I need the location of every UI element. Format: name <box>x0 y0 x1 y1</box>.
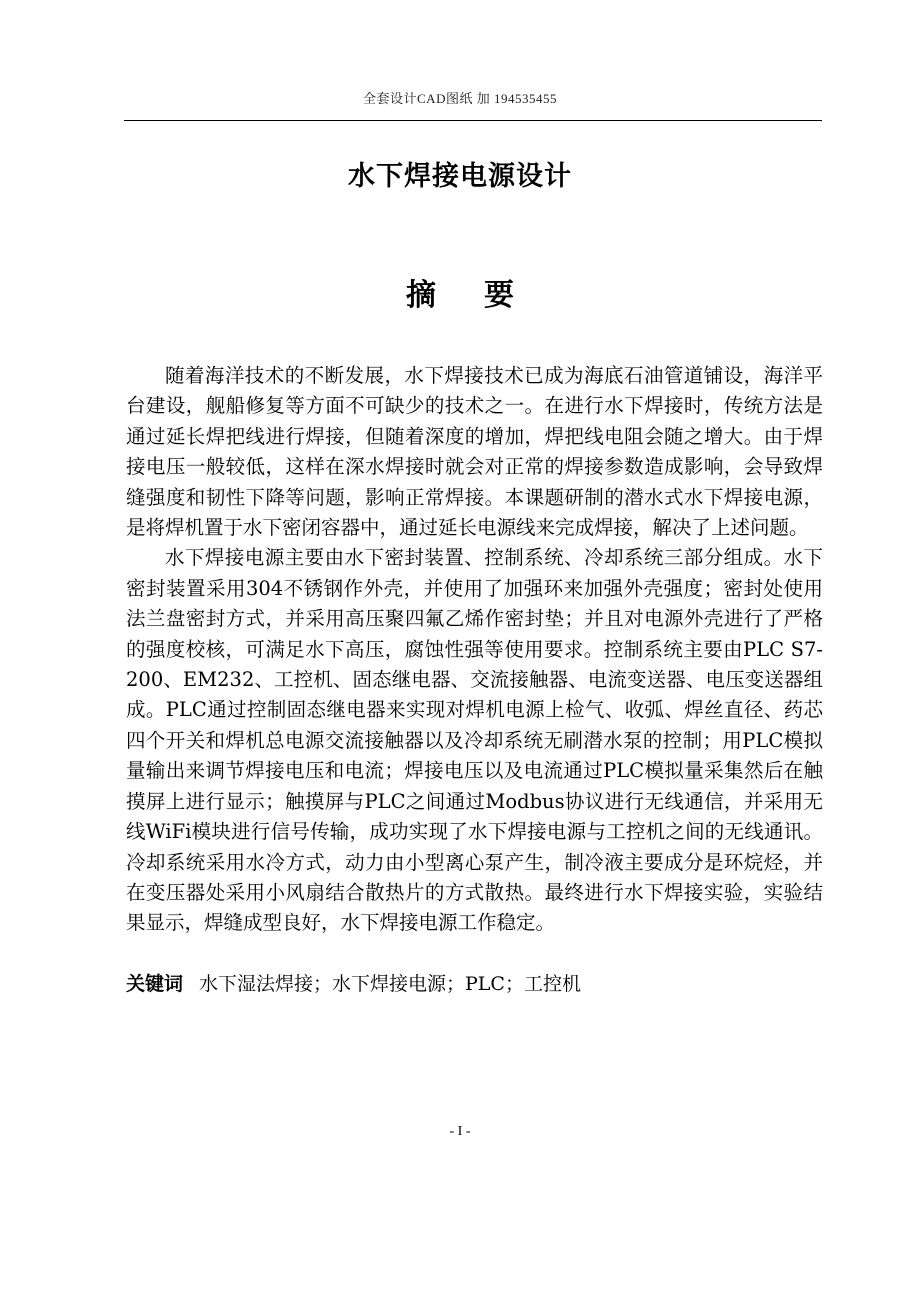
abstract-paragraph: 随着海洋技术的不断发展，水下焊接技术已成为海底石油管道铺设，海洋平台建设，舰船修复等方面不可缺少的技术之一。在进行水下焊接时，传统方法是通过延长焊把线进行焊接，但随着深度的增加，焊把线电阻会随之增大。由于焊接电压一般较低，这样在深水焊接时就会对正常的焊接参数造成影响，会导致焊缝强度和韧性下降等问题，影响正常焊接。本课题研制的潜水式水下焊接电源，是将焊机置于水下密闭容器中，通过延长电源线来完成焊接，解决了上述问题。 <box>126 364 823 540</box>
header-divider <box>124 120 822 121</box>
abstract-body <box>126 361 823 939</box>
abstract-heading: 摘要 <box>406 278 562 313</box>
page-header: 全套设计CAD图纸 加 194535455 <box>363 91 557 106</box>
abstract-paragraph: 水下焊接电源主要由水下密封装置、控制系统、冷却系统三部分组成。水下密封装置采用304不锈钢作外壳，并使用了加强环来加强外壳强度；密封处使用法兰盘密封方式，并采用高压聚四氟乙烯作密封垫；并且对电源外壳进行了严格的强度校核，可满足水下高压，腐蚀性强等使用要求。控制系统主要由PLC S7-200、EM232、工控机、固态继电器、交流接触器、电流变送器、电压变送器组成。PLC通过控制固态继电器来实现对焊机电源上检气、收弧、焊丝直径、药芯四个开关和焊机总电源交流接触器以及冷却系统无刷潜水泵的控制；用PLC模拟量输出来调节焊接电压和电流；焊接电压以及电流通过PLC模拟量采集然后在触摸屏上进行显示；触摸屏与PLC之间通过Modbus协议进行无线通信，并采用无线WiFi模块进行信号传输，成功实现了水下焊接电源与工控机之间的无线通讯。冷却系统采用水冷方式，动力由小型离心泵产生，制冷液主要成分是环烷烃，并在变压器处采用小风扇结合散热片的方式散热。最终进行水下焊接实验，实验结果显示，焊缝成型良好，水下焊接电源工作稳定。 <box>126 546 823 935</box>
keywords-label: 关键词 <box>126 973 184 995</box>
keywords-list: 水下湿法焊接；水下焊接电源；PLC；工控机 <box>199 973 581 995</box>
document-title: 水下焊接电源设计 <box>348 161 572 192</box>
keywords-line <box>126 969 823 999</box>
page-number: - I - <box>449 1124 471 1139</box>
